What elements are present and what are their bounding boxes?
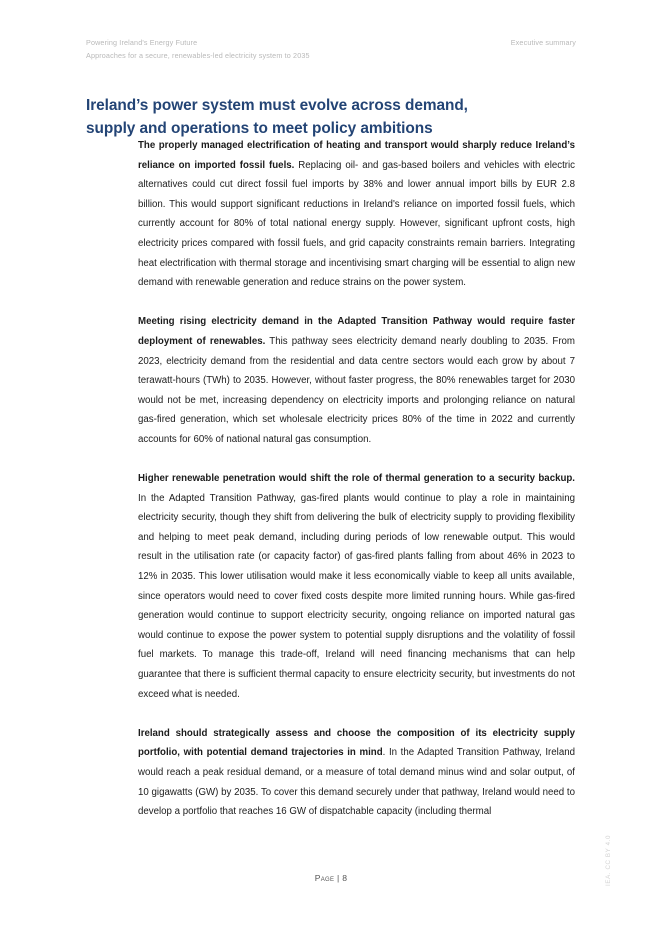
paragraph-lead-thermal: Higher renewable penetration would shift the role of thermal generation to a security backup. <box>138 473 575 485</box>
publication-title: Powering Ireland's Energy Future <box>86 38 198 47</box>
paragraph-body-thermal: In the Adapted Transition Pathway, gas-fired plants would continue to play a role in maintaining electricity security, though they shift from delivering the bulk of electricity supply to providing flexibility and helping to meet peak demand, including during periods of low renewable output. This would result in the utilisation rate (or capacity factor) of gas-fired plants falling from about 46% in 2023 to 12% in 2035. This lower utilisation would make it less economically viable to keep all units available, since operators would need to cover fixed costs despite more limited running hours. While gas-fired generation would continue to support electricity security, ongoing reliance on imported natural gas would continue to expose the power system to potential supply disruptions and the volatility of fossil fuel markets. To manage this trade-off, Ireland will need financing mechanisms that can help guarantee that there is sufficient thermal capacity to ensure electricity security, but investments do not exceed what is needed. <box>138 492 575 700</box>
paragraph-lead-electrification: The properly managed electrification of heating and transport would sharply reduce Ireland’s reliance on imported fossil fuels. <box>138 140 575 171</box>
page-number: Page | 8 <box>314 873 348 883</box>
running-header-row <box>86 36 576 49</box>
section-name: Executive summary <box>510 38 576 47</box>
body-text <box>138 136 575 822</box>
rights-notice: IEA. CC BY 4.0 <box>605 835 612 886</box>
paragraph-electrification <box>138 136 575 293</box>
paragraph-lead-demand: Meeting rising electricity demand in the Adapted Transition Pathway would require faster deployment of renewables. <box>138 316 575 347</box>
paragraph-demand <box>138 312 575 449</box>
paragraph-thermal <box>138 469 575 704</box>
paragraph-lead-portfolio: Ireland should strategically assess and choose the composition of its electricity supply portfolio, with potential demand trajectories in mind <box>138 727 575 759</box>
paragraph-body-electrification: Replacing oil- and gas-based boilers and vehicles with electric alternatives could cut direct fossil fuel imports by 38% and lower annual import bills by EUR 2.8 billion. This would support significant reductions in Ireland's reliance on imported fossil fuels, which currently account for 80% of total national energy supply. However, significant upfront costs, high electricity prices compared with fossil fuels, and grid capacity constraints remain barriers. Integrating heat electrification with thermal storage and incentivising smart charging will be essential to align new demand with renewable generation and reduce strains on the power system. <box>138 159 575 289</box>
page-title-line1: Ireland’s power system must evolve across demand, <box>86 97 468 115</box>
paragraph-body-portfolio: . In the Adapted Transition Pathway, Ireland would reach a peak residual demand, or a measure of total demand minus wind and solar output, of 10 gigawatts (GW) by 2035. To cover this demand securely under that pathway, Ireland would need to develop a portfolio that reaches 16 GW of dispatchable capacity (including thermal <box>138 747 575 818</box>
page-title <box>86 95 556 140</box>
page-footer <box>86 868 576 886</box>
paragraph-portfolio <box>138 724 575 822</box>
running-header <box>86 36 576 66</box>
page-title-line2: supply and operations to meet policy ambitions <box>86 119 433 137</box>
paragraph-body-demand: This pathway sees electricity demand nearly doubling to 2035. From 2023, electricity demand from the residential and data centre sectors would each grow by about 7 terawatt-hours (TWh) to 2035. However, without faster progress, the 80% renewables target for 2030 would not be met, increasing dependency on electricity imports and prolonging reliance on natural gas-fired generation, which set wholesale electricity prices 80% of the time in 2022 and currently accounts for 60% of national natural gas consumption. <box>138 335 575 445</box>
publication-subtitle: Approaches for a secure, renewables-led electricity system to 2035 <box>86 51 310 60</box>
